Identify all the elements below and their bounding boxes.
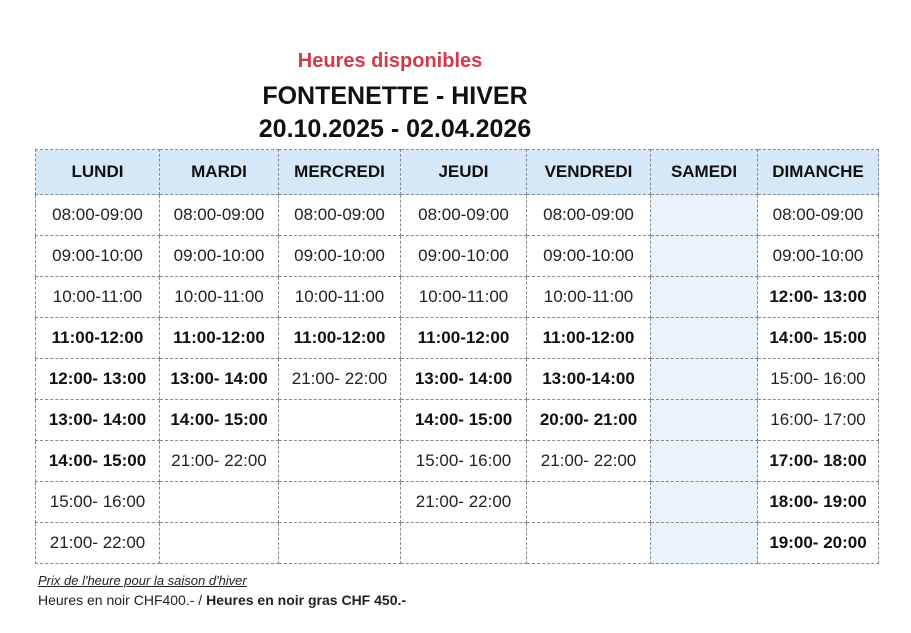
time-slot-cell: 09:00-10:00: [279, 236, 401, 277]
time-slot-cell: 09:00-10:00: [160, 236, 279, 277]
table-body: [36, 195, 879, 564]
time-slot-cell: [279, 523, 401, 564]
time-slot-cell: 20:00- 21:00: [527, 400, 651, 441]
time-slot-cell: 08:00-09:00: [401, 195, 527, 236]
time-slot-cell: 14:00- 15:00: [401, 400, 527, 441]
time-slot-cell: 10:00-11:00: [401, 277, 527, 318]
table-row: [36, 318, 879, 359]
time-slot-cell: [651, 195, 758, 236]
time-slot-cell: 14:00- 15:00: [758, 318, 879, 359]
time-slot-cell: 09:00-10:00: [401, 236, 527, 277]
time-slot-cell: [279, 482, 401, 523]
column-header-jeudi: JEUDI: [401, 150, 527, 195]
table-row: [36, 482, 879, 523]
time-slot-cell: 21:00- 22:00: [279, 359, 401, 400]
time-slot-cell: [279, 441, 401, 482]
time-slot-cell: [401, 523, 527, 564]
page-title: FONTENETTE - HIVER: [262, 82, 528, 110]
time-slot-cell: [160, 482, 279, 523]
time-slot-cell: 15:00- 16:00: [36, 482, 160, 523]
time-slot-cell: 14:00- 15:00: [160, 400, 279, 441]
time-slot-cell: 16:00- 17:00: [758, 400, 879, 441]
time-slot-cell: 17:00- 18:00: [758, 441, 879, 482]
price-normal: Heures en noir CHF400.- /: [38, 592, 207, 608]
time-slot-cell: [651, 277, 758, 318]
time-slot-cell: 11:00-12:00: [401, 318, 527, 359]
time-slot-cell: 21:00- 22:00: [401, 482, 527, 523]
price-line: [38, 592, 406, 608]
time-slot-cell: 18:00- 19:00: [758, 482, 879, 523]
column-header-dimanche: DIMANCHE: [758, 150, 879, 195]
time-slot-cell: [651, 236, 758, 277]
time-slot-cell: [160, 523, 279, 564]
time-slot-cell: 21:00- 22:00: [527, 441, 651, 482]
time-slot-cell: 19:00- 20:00: [758, 523, 879, 564]
time-slot-cell: 11:00-12:00: [160, 318, 279, 359]
time-slot-cell: 21:00- 22:00: [36, 523, 160, 564]
time-slot-cell: 12:00- 13:00: [36, 359, 160, 400]
subtitle-available-hours: Heures disponibles: [297, 50, 483, 72]
time-slot-cell: [651, 318, 758, 359]
table-row: [36, 400, 879, 441]
table-row: [36, 441, 879, 482]
time-slot-cell: 13:00- 14:00: [401, 359, 527, 400]
time-slot-cell: 09:00-10:00: [527, 236, 651, 277]
time-slot-cell: [279, 400, 401, 441]
table-header-row: [36, 150, 879, 195]
table-row: [36, 195, 879, 236]
time-slot-cell: 11:00-12:00: [36, 318, 160, 359]
time-slot-cell: 10:00-11:00: [527, 277, 651, 318]
time-slot-cell: 11:00-12:00: [279, 318, 401, 359]
table-row: [36, 359, 879, 400]
time-slot-cell: [651, 400, 758, 441]
time-slot-cell: [527, 523, 651, 564]
time-slot-cell: [651, 441, 758, 482]
table-row: [36, 236, 879, 277]
time-slot-cell: 10:00-11:00: [279, 277, 401, 318]
time-slot-cell: 08:00-09:00: [527, 195, 651, 236]
time-slot-cell: 15:00- 16:00: [401, 441, 527, 482]
time-slot-cell: [651, 523, 758, 564]
time-slot-cell: 12:00- 13:00: [758, 277, 879, 318]
time-slot-cell: 21:00- 22:00: [160, 441, 279, 482]
date-range: 20.10.2025 - 02.04.2026: [258, 115, 532, 143]
time-slot-cell: 10:00-11:00: [160, 277, 279, 318]
price-note: Prix de l'heure pour la saison d'hiver: [38, 573, 247, 588]
time-slot-cell: 09:00-10:00: [36, 236, 160, 277]
schedule-table: [35, 149, 879, 564]
time-slot-cell: 10:00-11:00: [36, 277, 160, 318]
time-slot-cell: 13:00- 14:00: [160, 359, 279, 400]
time-slot-cell: 13:00- 14:00: [36, 400, 160, 441]
column-header-mercredi: MERCREDI: [279, 150, 401, 195]
time-slot-cell: 11:00-12:00: [527, 318, 651, 359]
table-row: [36, 523, 879, 564]
price-bold: Heures en noir gras CHF 450.-: [206, 592, 407, 608]
column-header-lundi: LUNDI: [36, 150, 160, 195]
time-slot-cell: 08:00-09:00: [36, 195, 160, 236]
time-slot-cell: 08:00-09:00: [160, 195, 279, 236]
table-row: [36, 277, 879, 318]
column-header-samedi: SAMEDI: [651, 150, 758, 195]
column-header-mardi: MARDI: [160, 150, 279, 195]
time-slot-cell: [527, 482, 651, 523]
time-slot-cell: 13:00-14:00: [527, 359, 651, 400]
time-slot-cell: 14:00- 15:00: [36, 441, 160, 482]
time-slot-cell: 09:00-10:00: [758, 236, 879, 277]
time-slot-cell: 15:00- 16:00: [758, 359, 879, 400]
time-slot-cell: [651, 359, 758, 400]
column-header-vendredi: VENDREDI: [527, 150, 651, 195]
time-slot-cell: 08:00-09:00: [758, 195, 879, 236]
time-slot-cell: [651, 482, 758, 523]
time-slot-cell: 08:00-09:00: [279, 195, 401, 236]
